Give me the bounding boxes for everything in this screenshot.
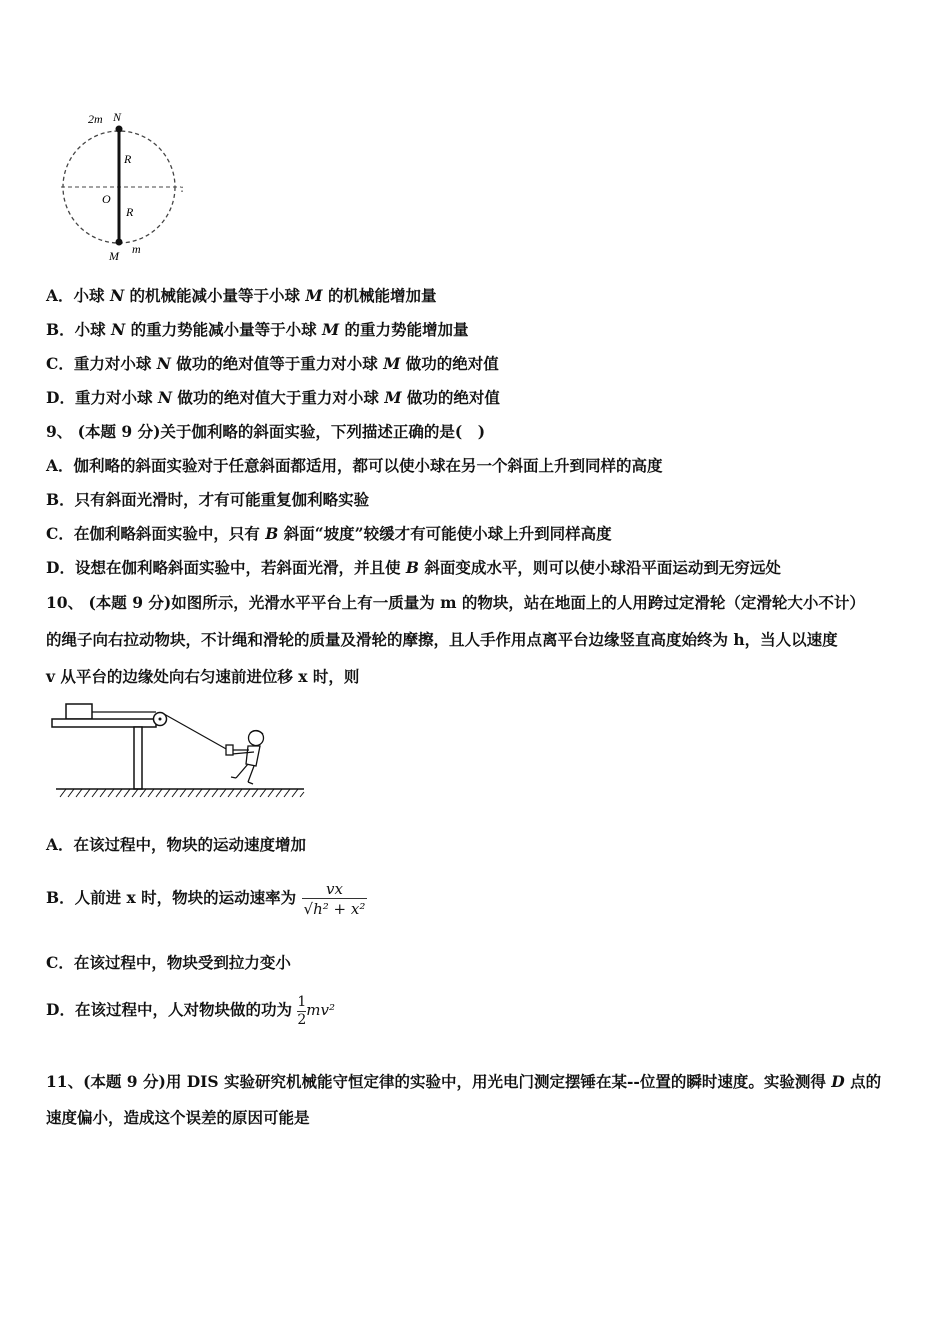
label-R-top: R bbox=[124, 152, 132, 166]
q11-stem-line1 bbox=[46, 1072, 881, 1092]
text: B．小球 bbox=[46, 320, 111, 339]
platform-leg bbox=[134, 727, 142, 789]
q10-option-a: A．在该过程中，物块的运动速度增加 bbox=[46, 835, 307, 854]
var: B bbox=[405, 558, 419, 577]
fraction-denominator: √h² + x² bbox=[303, 899, 366, 918]
ground-hatching bbox=[60, 789, 304, 797]
q9-option-c bbox=[46, 524, 612, 544]
q10-stem-line2: 的绳子向右拉动物块，不计绳和滑轮的质量及滑轮的摩擦，且人手作用点离平台边缘竖直高度始终为 h，当人以速度 bbox=[46, 630, 838, 649]
platform bbox=[52, 719, 156, 727]
text: 的机械能增加量 bbox=[322, 286, 437, 305]
q8-option-b bbox=[46, 320, 469, 340]
label-M: M bbox=[109, 249, 119, 263]
text: D．在该过程中，人对物块做的功为 bbox=[46, 1000, 292, 1019]
text: 点的 bbox=[844, 1072, 882, 1091]
text: A．小球 bbox=[46, 286, 110, 305]
fraction-denominator: 2 bbox=[297, 1011, 307, 1028]
text: 11、(本题 9 分)用 DIS 实验研究机械能守恒定律的实验中，用光电门测定摆锤在某--位置的瞬时速度。实验测得 bbox=[46, 1072, 832, 1091]
fraction-numerator: vx bbox=[325, 879, 343, 898]
pulley-platform-diagram bbox=[50, 700, 310, 805]
text: 的重力势能增加量 bbox=[339, 320, 469, 339]
ball-N bbox=[116, 126, 123, 133]
speed-fraction bbox=[302, 880, 368, 919]
var: M bbox=[384, 388, 402, 407]
text: 做功的绝对值等于重力对小球 bbox=[170, 354, 384, 373]
label-O: O bbox=[102, 192, 111, 206]
half-fraction bbox=[297, 994, 306, 1029]
var: N bbox=[157, 388, 173, 407]
text: 斜面“坡度”较缓才有可能使小球上升到同样高度 bbox=[278, 524, 612, 543]
var: N bbox=[111, 320, 126, 339]
text: 做功的绝对值 bbox=[401, 388, 500, 407]
var: M bbox=[305, 286, 323, 305]
label-R-bottom: R bbox=[126, 205, 134, 219]
q9-option-b: B．只有斜面光滑时，才有可能重复伽利略实验 bbox=[46, 490, 370, 509]
var: N bbox=[156, 354, 171, 373]
q8-option-a bbox=[46, 286, 436, 306]
ball-M bbox=[116, 239, 123, 246]
q10-option-d bbox=[46, 990, 335, 1030]
text: C．重力对小球 bbox=[46, 354, 157, 373]
q9-option-a: A．伽利略的斜面实验对于任意斜面都适用，都可以使小球在另一个斜面上升到同样的高度 bbox=[46, 456, 663, 475]
axis-end-mark: : bbox=[180, 181, 185, 195]
text: 做功的绝对值 bbox=[400, 354, 499, 373]
block bbox=[66, 704, 92, 719]
text: C．在伽利略斜面实验中，只有 bbox=[46, 524, 266, 543]
fraction-numerator: 1 bbox=[297, 993, 307, 1010]
q10-option-b bbox=[46, 876, 367, 920]
label-m: m bbox=[132, 242, 141, 256]
q10-option-c: C．在该过程中，物块受到拉力变小 bbox=[46, 953, 291, 972]
q11-stem-line2: 速度偏小，造成这个误差的原因可能是 bbox=[46, 1108, 310, 1127]
q8-option-c bbox=[46, 354, 499, 374]
person-icon bbox=[226, 731, 264, 785]
q9-option-d bbox=[46, 558, 781, 578]
var: D bbox=[831, 1072, 845, 1091]
var: N bbox=[109, 286, 125, 305]
var: B bbox=[265, 524, 279, 543]
text: 的重力势能减小量等于小球 bbox=[125, 320, 322, 339]
text: 的机械能减小量等于小球 bbox=[124, 286, 306, 305]
var: M bbox=[321, 320, 340, 339]
work-expression: mv² bbox=[306, 1001, 335, 1019]
text: D．设想在伽利略斜面实验中，若斜面光滑，并且使 bbox=[46, 558, 406, 577]
q9-stem: 9、 (本题 9 分)关于伽利略的斜面实验，下列描述正确的是( ) bbox=[46, 422, 486, 441]
text: 斜面变成水平，则可以使小球沿平面运动到无穷远处 bbox=[418, 558, 781, 577]
q10-stem-line1: 10、 (本题 9 分)如图所示，光滑水平平台上有一质量为 m 的物块，站在地面上的人用跨过定滑轮（定滑轮大小不计） bbox=[46, 593, 865, 612]
text: D．重力对小球 bbox=[46, 388, 158, 407]
q10-stem-line3: v 从平台的边缘处向右匀速前进位移 x 时，则 bbox=[46, 667, 360, 686]
pulley-axle bbox=[159, 718, 162, 721]
rotating-rod-diagram bbox=[55, 108, 190, 268]
label-N: N bbox=[113, 110, 122, 124]
label-2m: 2m bbox=[88, 112, 103, 126]
rope-slanted bbox=[164, 714, 228, 750]
text: B．人前进 x 时，物块的运动速率为 bbox=[46, 888, 297, 907]
var: M bbox=[383, 354, 401, 373]
q8-option-d bbox=[46, 388, 500, 408]
text: 做功的绝对值大于重力对小球 bbox=[172, 388, 385, 407]
